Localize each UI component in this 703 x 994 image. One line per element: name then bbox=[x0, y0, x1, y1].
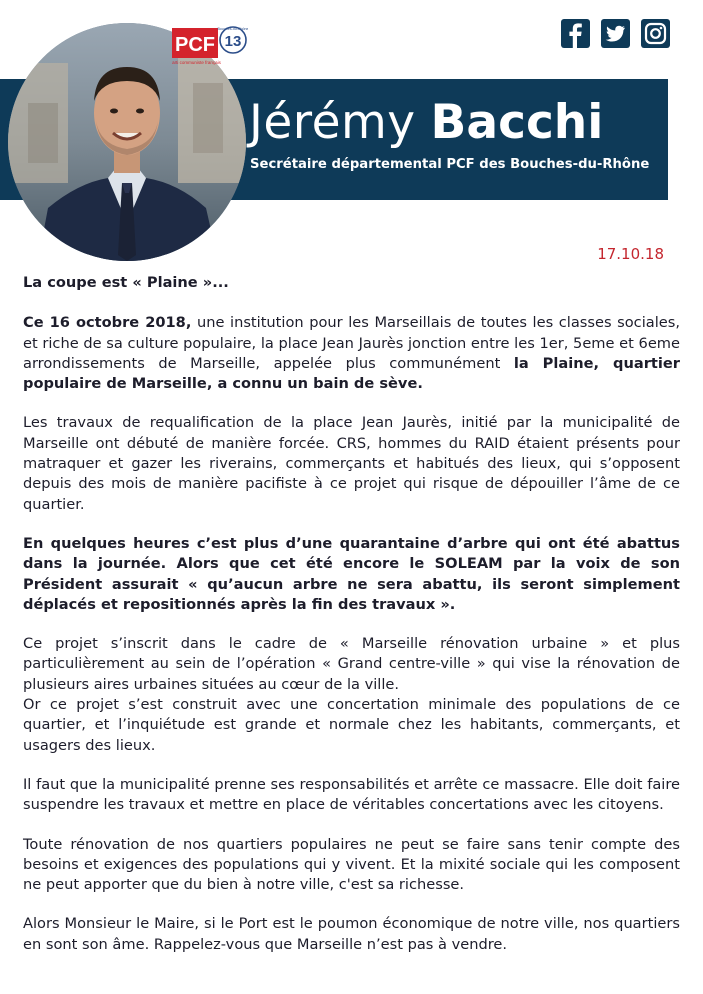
instagram-icon[interactable] bbox=[641, 19, 670, 48]
paragraph-1-bold-start: Ce 16 octobre 2018, bbox=[23, 314, 192, 332]
pcf-logo bbox=[172, 22, 248, 70]
article-paragraph-7: Alors Monsieur le Maire, si le Port est le poumon économique de notre ville, nos quartiers en sont son âme. Rappelez-vous que Marseille n’est pas à vendre. bbox=[23, 915, 680, 953]
candidate-title: Secrétaire départemental PCF des Bouches-du-Rhône bbox=[250, 157, 650, 172]
article-paragraph-2: Les travaux de requalification de la place Jean Jaurès, initié par la municipalité de Marseille ont débuté de manière forcée. CRS, hommes du RAID étaient présents pour matraquer et gazer les riverains, commerçants et habitués des lieux, qui s’opposent depuis des mois de manière pacifiste à ce projet qui risque de dépouiller l’âme de ce quartier. bbox=[23, 414, 680, 513]
article-body bbox=[23, 273, 680, 974]
candidate-name bbox=[249, 93, 603, 153]
paragraph-1-bold-end: la Plaine, quartier populaire de Marseille, a connu un bain de sève. bbox=[23, 354, 680, 393]
department-badge-text: Bouches-du-Rhône bbox=[217, 27, 248, 31]
article-paragraph-4b: Or ce projet s’est construit avec une concertation minimale des populations de ce quartier, et l’inquiétude est grande et normale chez les habitants, commerçants, et usagers des lieux. bbox=[23, 696, 680, 754]
pcf-logo-text: PCF bbox=[175, 34, 215, 56]
department-badge-number: 13 bbox=[224, 33, 242, 50]
article-paragraph-4a: Ce projet s’inscrit dans le cadre de « Marseille rénovation urbaine » et plus particulièrement au sein de l’opération « Grand centre-ville » qui vise la rénovation de plusieurs aires urbaines situées au cœur de la ville. bbox=[23, 635, 680, 693]
facebook-icon[interactable] bbox=[561, 19, 590, 48]
article-paragraph-3: En quelques heures c’est plus d’une quarantaine d’arbre qui ont été abattus dans la journée. Alors que cet été encore le SOLEAM par la voix de son Président assurait « qu’aucun arbre ne sera abattu, ils seront simplement déplacés et repositionnés après la fin des travaux ». bbox=[23, 534, 680, 613]
publication-date: 17.10.18 bbox=[597, 245, 664, 263]
article-paragraph-5: Il faut que la municipalité prenne ses responsabilités et arrête ce massacre. Elle doit faire suspendre les travaux et mettre en place de véritables concertations avec les citoyens. bbox=[23, 775, 680, 814]
first-name: Jérémy bbox=[249, 95, 416, 150]
pcf-logo-caption: Parti communiste français bbox=[172, 60, 221, 65]
paragraph-1-text: une institution pour les Marseillais de toutes les classes sociales, et riche de sa culture populaire, la place Jean Jaurès jonction entre les 1er, 5eme et 6eme arrondissements de Marseille, appelée plus communément bbox=[23, 314, 680, 372]
article-title: La coupe est « Plaine »... bbox=[23, 274, 229, 291]
article-paragraph-1 bbox=[23, 313, 680, 394]
article-paragraph-6: Toute rénovation de nos quartiers populaires ne peut se faire sans tenir compte des besoins et exigences des populations qui y vivent. Et la mixité sociale qui les composent ne peut apporter que du bien à notre ville, c'est sa richesse. bbox=[23, 835, 680, 894]
pcf-logo-graphic bbox=[172, 22, 248, 66]
last-name: Bacchi bbox=[430, 95, 604, 150]
twitter-icon[interactable] bbox=[601, 19, 630, 48]
